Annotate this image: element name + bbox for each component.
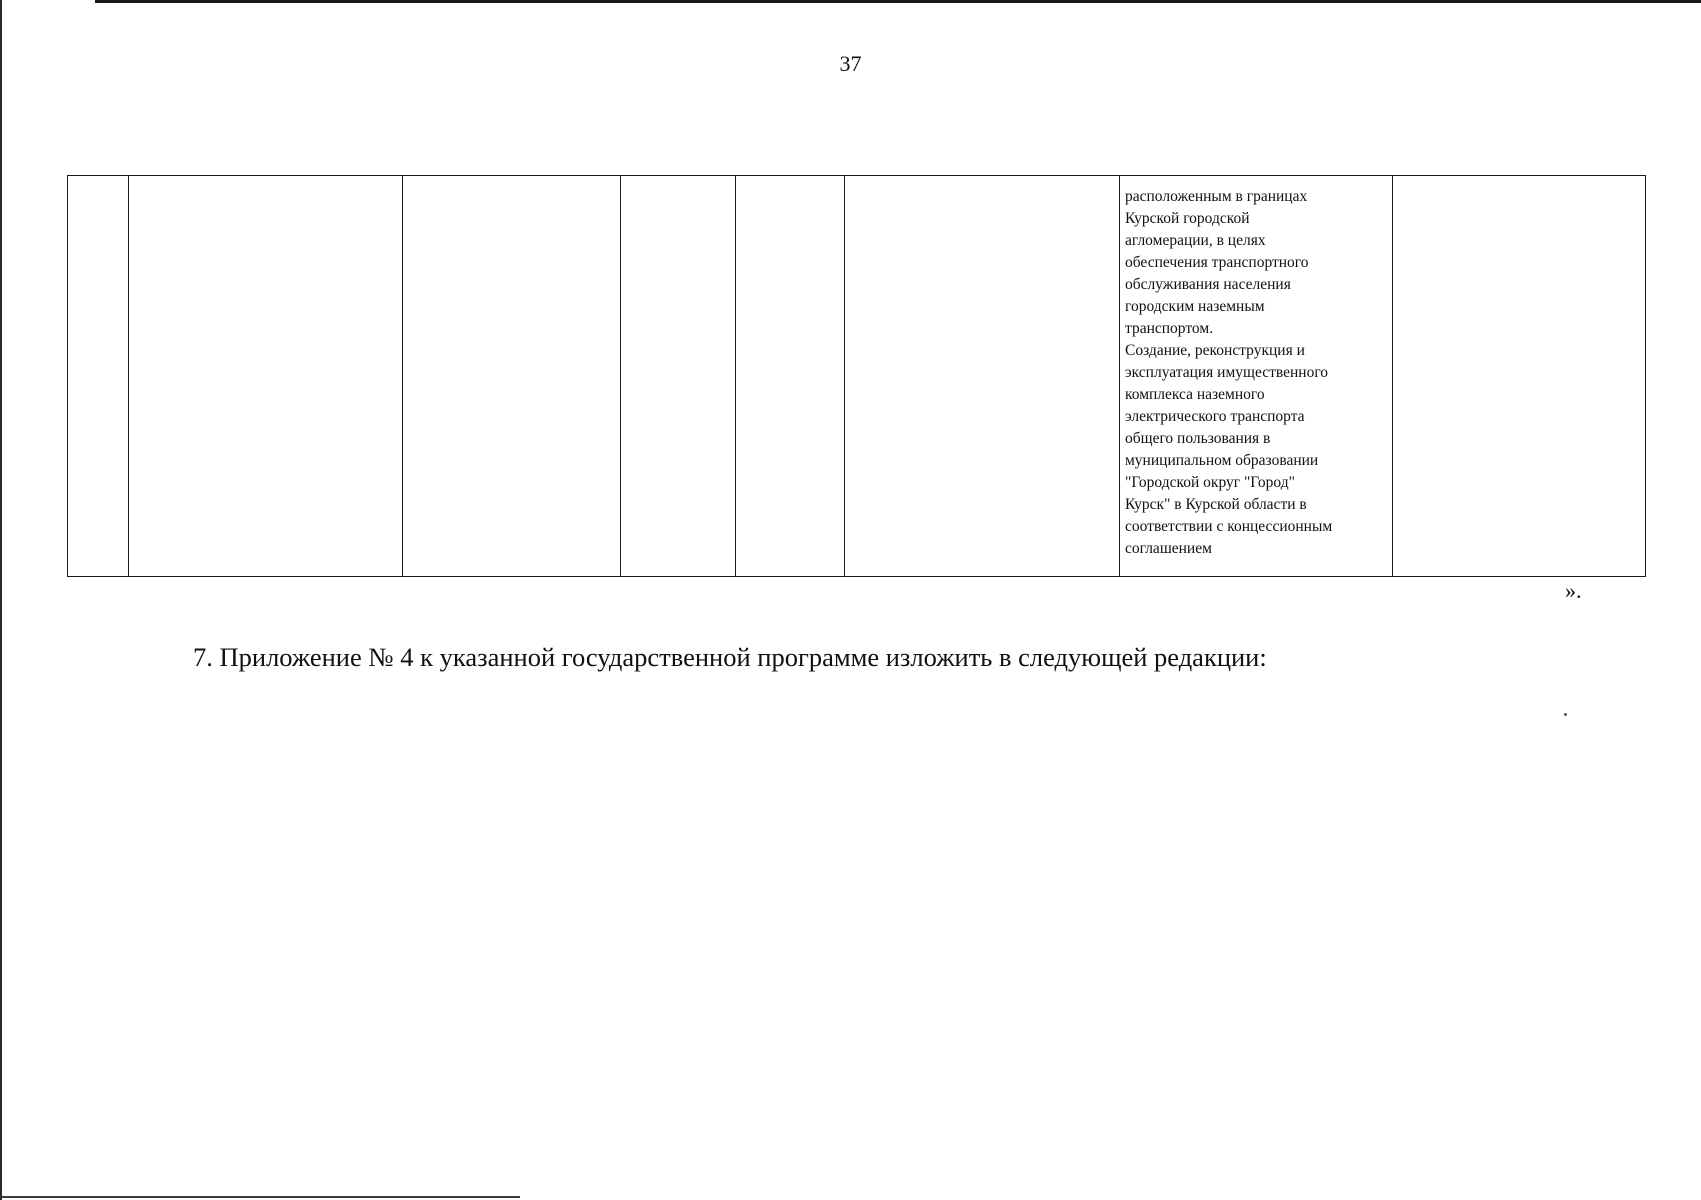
table-cell-description: расположенным в границах Курской городской агломерации, в целях обеспечения транспортного обслуживания населения городским наземным транспортом. Создание, реконструкция и эксплуатация имущественного комплекса наземного электрического транспорта общего пользования в муниципальном образовании "Городской округ "Город" Курск" в Курской области в соответствии с концессионным соглашением	[1120, 176, 1393, 577]
scan-speck	[1564, 713, 1567, 716]
table-cell	[129, 176, 403, 577]
closing-quote: ».	[1565, 578, 1582, 603]
page-number: 37	[839, 51, 862, 76]
table-cell-number	[68, 176, 129, 577]
bottom-edge-rule	[0, 1196, 520, 1198]
amendment-instruction: 7. Приложение № 4 к указанной государственной программе изложить в следующей редакции:	[193, 642, 1267, 672]
table-cell	[736, 176, 845, 577]
left-edge-rule	[0, 0, 2, 1200]
top-edge-rule	[95, 0, 1701, 3]
table-cell	[845, 176, 1120, 577]
table-cell	[1393, 176, 1646, 577]
table-cell	[403, 176, 621, 577]
table-cell	[621, 176, 736, 577]
table-row	[68, 176, 1646, 577]
continuation-table	[67, 175, 1646, 577]
